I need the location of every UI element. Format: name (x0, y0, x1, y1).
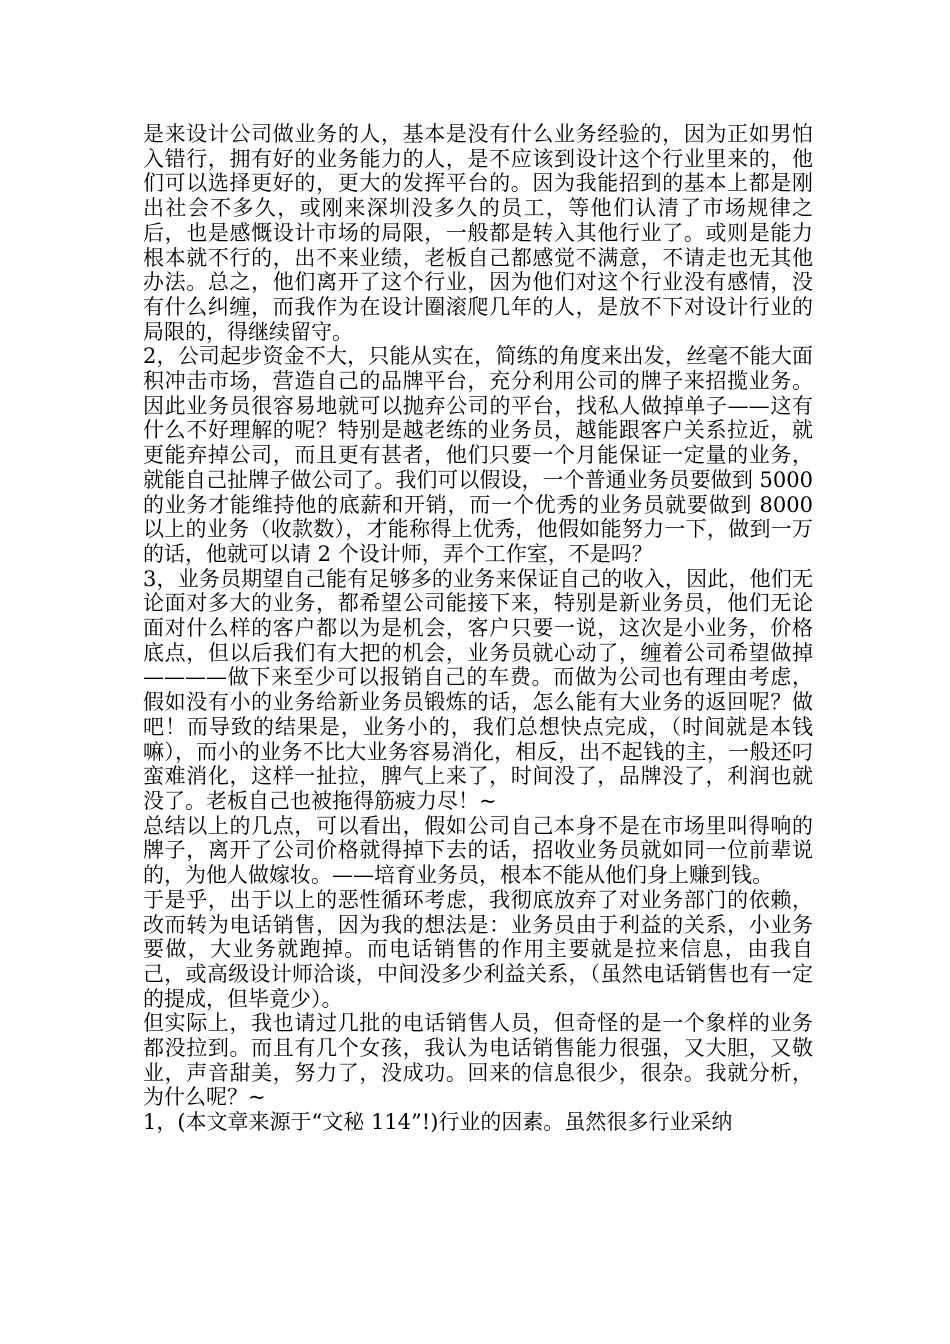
paragraph-5: 于是乎，出于以上的恶性循环考虑，我彻底放弃了对业务部门的依赖，改而转为电话销售，因为我的想法是：业务员由于利益的关系，小业务要做，大业务就跑掉。而电话销售的作用主要就是拉来信息，由我自己，或高级设计师洽谈，中间没多少利益关系，（虽然电话销售也有一定的提成，但毕竟少）。 (143, 887, 813, 1011)
document-body (143, 122, 813, 1135)
paragraph-1: 是来设计公司做业务的人，基本是没有什么业务经验的，因为正如男怕入错行，拥有好的业务能力的人，是不应该到设计这个行业里来的，他们可以选择更好的，更大的发挥平台的。因为我能招到的基本上都是刚出社会不多久，或刚来深圳没多久的员工，等他们认清了市场规律之后，也是感慨设计市场的局限，一般都是转入其他行业了。或则是能力根本就不行的，出不来业绩，老板自己都感觉不满意，不请走也无其他办法。总之，他们离开了这个行业，因为他们对这个行业没有感情，没有什么纠缠，而我作为在设计圈滚爬几年的人，是放不下对设计行业的局限的，得继续留守。 (143, 122, 813, 344)
paragraph-4: 总结以上的几点，可以看出，假如公司自己本身不是在市场里叫得响的牌子，离开了公司价格就得掉下去的话，招收业务员就如同一位前辈说的，为他人做嫁妆。——培育业务员，根本不能从他们身上赚到钱。 (143, 813, 813, 888)
paragraph-3: 3，业务员期望自己能有足够多的业务来保证自己的收入，因此，他们无论面对多大的业务，都希望公司能接下来，特别是新业务员，他们无论面对什么样的客户都以为是机会，客户只要一说，这次是小业务，价格底点，但以后我们有大把的机会，业务员就心动了，缠着公司希望做掉————做下来至少可以报销自己的车费。而做为公司也有理由考虑，假如没有小的业务给新业务员锻炼的话，怎么能有大业务的返回呢？做吧！而导致的结果是，业务小的，我们总想快点完成，（时间就是本钱嘛），而小的业务不比大业务容易消化，相反，出不起钱的主，一般还叼蛮难消化，这样一扯拉，脾气上来了，时间没了，品牌没了，利润也就没了。老板自己也被拖得筋疲力尽！~ (143, 566, 813, 813)
paragraph-7: 1，(本文章来源于“文秘 114”!)行业的因素。虽然很多行业采纳 (143, 1110, 733, 1135)
paragraph-6: 但实际上，我也请过几批的电话销售人员，但奇怪的是一个象样的业务都没拉到。而且有几个女孩，我认为电话销售能力很强，又大胆，又敬业，声音甜美，努力了，没成功。回来的信息很少，很杂。我就分析，为什么呢？~ (143, 1011, 813, 1110)
paragraph-2: 2，公司起步资金不大，只能从实在，简练的角度来出发，丝毫不能大面积冲击市场，营造自己的品牌平台，充分利用公司的牌子来招揽业务。因此业务员很容易地就可以抛弃公司的平台，找私人做掉单子——这有什么不好理解的呢？特别是越老练的业务员，越能跟客户关系拉近，就更能弃掉公司，而且更有甚者，他们只要一个月能保证一定量的业务，就能自己扯牌子做公司了。我们可以假设，一个普通业务员要做到 5000 的业务才能维持他的底薪和开销，而一个优秀的业务员就要做到 8000 以上的业务（收款数），才能称得上优秀，他假如能努力一下，做到一万的话，他就可以请 2 个设计师，弄个工作室，不是吗？ (143, 344, 813, 566)
